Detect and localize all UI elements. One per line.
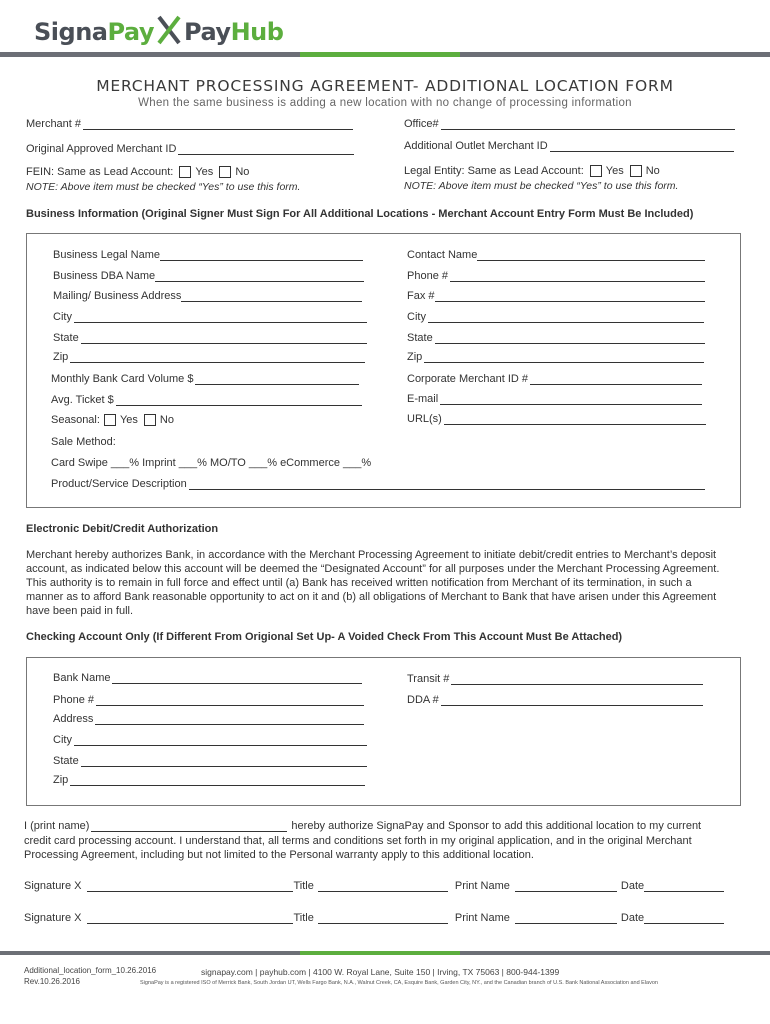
seasonal-no-checkbox[interactable]	[144, 414, 156, 426]
avg-ticket-field[interactable]: Avg. Ticket $	[51, 394, 362, 406]
legal-no-checkbox[interactable]	[630, 165, 642, 177]
footer-disclaimer: SignaPay is a registered ISO of Merrick Bank, South Jordan UT, Wells Fargo Bank, N.A., Walnut Creek, CA, Esquire Bank, Garden City, NY., and the Canadian branch of U.S. Bank National Association and Elavon	[140, 980, 658, 986]
transit-number-field[interactable]: Transit #	[407, 673, 703, 685]
date-2-input[interactable]	[644, 912, 724, 924]
signature-row-1: Signature X Title Print Name Date	[24, 880, 724, 892]
page-title: MERCHANT PROCESSING AGREEMENT- ADDITIONAL LOCATION FORM	[96, 77, 674, 95]
business-legal-name-field[interactable]: Business Legal Name	[53, 249, 363, 261]
title-1-input[interactable]	[318, 880, 448, 892]
logo-signapay: SignaPay	[34, 18, 155, 46]
logo-x-icon	[156, 15, 182, 50]
url-field[interactable]: URL(s)	[407, 413, 706, 425]
dda-number-field[interactable]: DDA #	[407, 694, 703, 706]
monthly-volume-field[interactable]: Monthly Bank Card Volume $	[51, 373, 359, 385]
logo-payhub: PayHub	[184, 18, 284, 46]
authorization-paragraph: Merchant hereby authorizes Bank, in accordance with the Merchant Processing Agreement to initiate debit/credit entries to Merchant’s deposit account, as indicated below this account will be deemed the “Designated Account” for all purposes under the Merchant Processing Agreement. This authority is to remain in full force and effect until (a) Bank has received written notification from Merchant of its termination, in such a manner as to afford Bank reasonable opportunity to act on it and (b) all obligations of Merchant to Bank that have arisen under this Agreement have been paid in full.	[26, 549, 720, 617]
signapay-payhub-logo	[34, 14, 283, 50]
footer-contact: signapay.com | payhub.com | 4100 W. Royal Lane, Suite 150 | Irving, TX 75063 | 800-944-1399	[201, 967, 560, 977]
business-city-field[interactable]: City	[53, 311, 367, 323]
outlet-merchant-id-field[interactable]: Additional Outlet Merchant ID	[404, 140, 734, 152]
print-name-line: I (print name) hereby authorize SignaPay and Sponsor to add this additional location to my current	[24, 820, 702, 832]
page-subtitle: When the same business is adding a new location with no change of processing information	[138, 97, 632, 109]
product-description-field[interactable]: Product/Service Description	[51, 478, 705, 490]
mailing-address-field[interactable]: Mailing/ Business Address	[53, 290, 362, 302]
title-2-input[interactable]	[318, 912, 448, 924]
bank-state-field[interactable]: State	[53, 755, 367, 767]
bank-zip-field[interactable]: Zip	[53, 774, 365, 786]
header-divider	[0, 52, 770, 57]
contact-zip-field[interactable]: Zip	[407, 351, 704, 363]
print-name-1-input[interactable]	[515, 880, 617, 892]
bank-address-field[interactable]: Address	[53, 713, 364, 725]
bank-phone-field[interactable]: Phone #	[53, 694, 364, 706]
authorization-line-2: credit card processing account. I understand that, all terms and conditions set forth in my original application, and in the original Merchant	[24, 835, 692, 847]
contact-state-field[interactable]: State	[407, 332, 705, 344]
business-state-field[interactable]: State	[53, 332, 367, 344]
original-merchant-id-field[interactable]: Original Approved Merchant ID	[26, 143, 354, 155]
fein-note: NOTE: Above item must be checked “Yes” to use this form.	[26, 181, 301, 193]
card-swipe-row[interactable]: Card Swipe ___% Imprint ___% MO/TO ___% eCommerce ___%	[51, 457, 372, 469]
authorization-line-3: Processing Agreement, including but not limited to the Personal warranty apply to this additional location.	[24, 849, 534, 861]
fein-same-row: FEIN: Same as Lead Account: Yes No	[26, 166, 250, 178]
footer-form-id: Additional_location_form_10.26.2016 Rev.10.26.2016	[24, 966, 157, 986]
date-1-input[interactable]	[644, 880, 724, 892]
contact-name-field[interactable]: Contact Name	[407, 249, 705, 261]
sale-method-label: Sale Method:	[51, 436, 116, 448]
bank-name-field[interactable]: Bank Name	[53, 672, 362, 684]
email-field[interactable]: E-mail	[407, 393, 702, 405]
business-zip-field[interactable]: Zip	[53, 351, 365, 363]
debit-credit-heading: Electronic Debit/Credit Authorization	[26, 523, 219, 535]
fein-yes-checkbox[interactable]	[179, 166, 191, 178]
business-fax-field[interactable]: Fax #	[407, 290, 705, 302]
signature-2-input[interactable]	[87, 912, 293, 924]
seasonal-yes-checkbox[interactable]	[104, 414, 116, 426]
signature-row-2: Signature X Title Print Name Date	[24, 912, 724, 924]
corporate-merchant-id-field[interactable]: Corporate Merchant ID #	[407, 373, 702, 385]
office-number-field[interactable]: Office#	[404, 118, 735, 130]
footer-divider	[0, 951, 770, 955]
signature-1-input[interactable]	[87, 880, 293, 892]
legal-yes-checkbox[interactable]	[590, 165, 602, 177]
bank-city-field[interactable]: City	[53, 734, 367, 746]
checking-account-heading: Checking Account Only (If Different From Origional Set Up- A Voided Check From This Account Must Be Attached)	[26, 631, 623, 643]
contact-city-field[interactable]: City	[407, 311, 704, 323]
legal-note: NOTE: Above item must be checked “Yes” to use this form.	[404, 180, 679, 192]
print-name-2-input[interactable]	[515, 912, 617, 924]
business-info-heading: Business Information (Original Signer Must Sign For All Additional Locations - Merchant Account Entry Form Must Be Included)	[26, 208, 694, 220]
fein-no-checkbox[interactable]	[219, 166, 231, 178]
print-name-input[interactable]	[91, 820, 287, 832]
merchant-number-field[interactable]: Merchant #	[26, 118, 353, 130]
seasonal-row: Seasonal: Yes No	[51, 414, 174, 426]
legal-entity-same-row: Legal Entity: Same as Lead Account: Yes No	[404, 165, 660, 177]
business-dba-field[interactable]: Business DBA Name	[53, 270, 364, 282]
business-phone-field[interactable]: Phone #	[407, 270, 705, 282]
